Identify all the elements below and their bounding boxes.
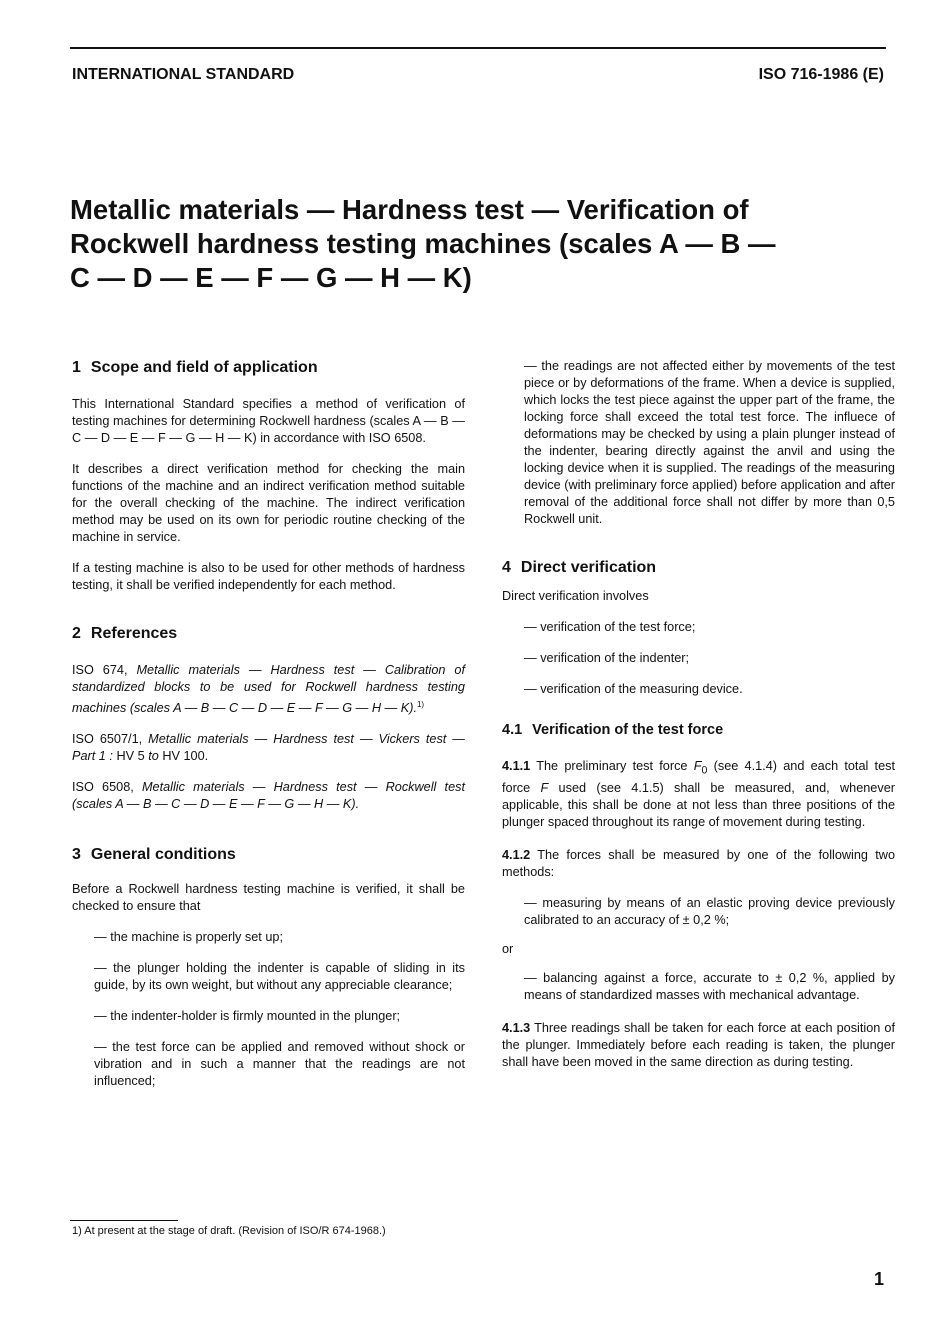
list-item-continued: — the readings are not affected either by movements of the test piece or by deformations of the frame. When a device is supplied, which locks the test piece against the upper part of the frame, the locking force shall exceed the total test force. The influece of deformations may be checked by using a plain plunger instead of the indenter, bearing directly against the anvil and using the locking device when it is supplied. The readings of the measuring device (with preliminary force applied) before application and after removal of the additional force shall not differ by more than 0,5 Rockwell unit. [524,359,895,526]
reference-iso-6507-1: ISO 6507/1, Metallic materials — Hardness test — Vickers test — Part 1 : HV 5 to HV 100. [72,732,465,764]
clause-4-1-2: 4.1.2 The forces shall be measured by one of the following two methods: [502,847,896,879]
section-3-intro: Before a Rockwell hardness testing machine is verified, it shall be checked to ensure that [72,882,465,914]
reference-iso-6508: ISO 6508, Metallic materials — Hardness test — Rockwell test (scales A — B — C — D — E — F — G — H — K). [72,780,465,812]
list-item: — verification of the test force; [524,620,696,634]
reference-iso-674: ISO 674, Metallic materials — Hardness test — Calibration of standardized blocks to be used for Rockwell hardness testing machines (scales A — B — C — D — E — F — G — H — K).$^{1)}$ [72,663,466,716]
list-item: — verification of the indenter; [524,651,690,665]
left-column [72,358,465,1090]
list-item: — the machine is properly set up; [94,930,283,945]
list-item: — the plunger holding the indenter is capable of sliding in its guide, by its own weight, but without any appreciable clearance; [94,961,465,993]
section-3-heading: 3 General conditions [72,846,236,864]
section-2-heading: 2 References [72,625,178,642]
page-number: 1 [873,1269,884,1289]
section-4-intro: Direct verification involves [502,589,649,603]
section-1-paragraph-2: It describes a direct verification method for checking the main functions of the machine and an indirect verification method suitable for the overall checking of the machine. The indirect verification method may be used on its own for periodic routine checking of the machine in service. [72,462,465,544]
list-item: — verification of the measuring device. [524,682,743,696]
page-title [70,193,870,295]
title-line-2: Rockwell hardness testing machines (scales A — B — [70,228,776,259]
right-column [502,358,895,1071]
section-4-heading: 4 Direct verification [502,559,657,576]
document-number: ISO 716-1986 (E) [758,66,884,83]
list-item: — the indenter-holder is firmly mounted in the plunger; [94,1009,401,1024]
section-4-1-heading: 4.1 Verification of the test force [502,722,724,738]
section-1-heading: 1 Scope and field of application [72,359,318,376]
list-item: — the test force can be applied and removed without shock or vibration and in such a manner that the readings are not influenced; [94,1040,465,1089]
header-rule [70,47,886,49]
title-line-1: Metallic materials — Hardness test — Verification of [70,194,749,225]
clause-4-1-1: 4.1.1 The preliminary test force $F_0$ (see 4.1.4) and each total test force F used (see 4.1.5) shall be measured, and, whenever applicable, this shall be done at not less than three positions of the plunger spaced throughout its range of movement during testing. [502,759,896,829]
list-connector: or [502,941,514,956]
list-item: — measuring by means of an elastic proving device previously calibrated to an accuracy of ± 0,2 %; [524,895,895,927]
document-type: INTERNATIONAL STANDARD [72,66,295,83]
footnote: 1) At present at the stage of draft. (Revision of ISO/R 674-1968.) [72,1225,386,1237]
list-item: — balancing against a force, accurate to ± 0,2 %, applied by means of standardized masses with mechanical advantage. [524,970,895,1002]
section-1-paragraph-3: If a testing machine is also to be used for other methods of hardness testing, it shall be verified independently for each method. [72,561,465,592]
section-1-paragraph-1: This International Standard specifies a method of verification of testing machines for determining Rockwell hardness (scales A — B — C — D — E — F — G — H — K) in accordance with ISO 6508. [72,397,465,445]
footnote-rule [70,1220,178,1221]
title-line-3: C — D — E — F — G — H — K) [70,262,472,293]
clause-4-1-3: 4.1.3 Three readings shall be taken for each force at each position of the plunger. Immediately before each reading is taken, the plunger shall have been moved in the same direction as during testing. [502,1020,895,1069]
